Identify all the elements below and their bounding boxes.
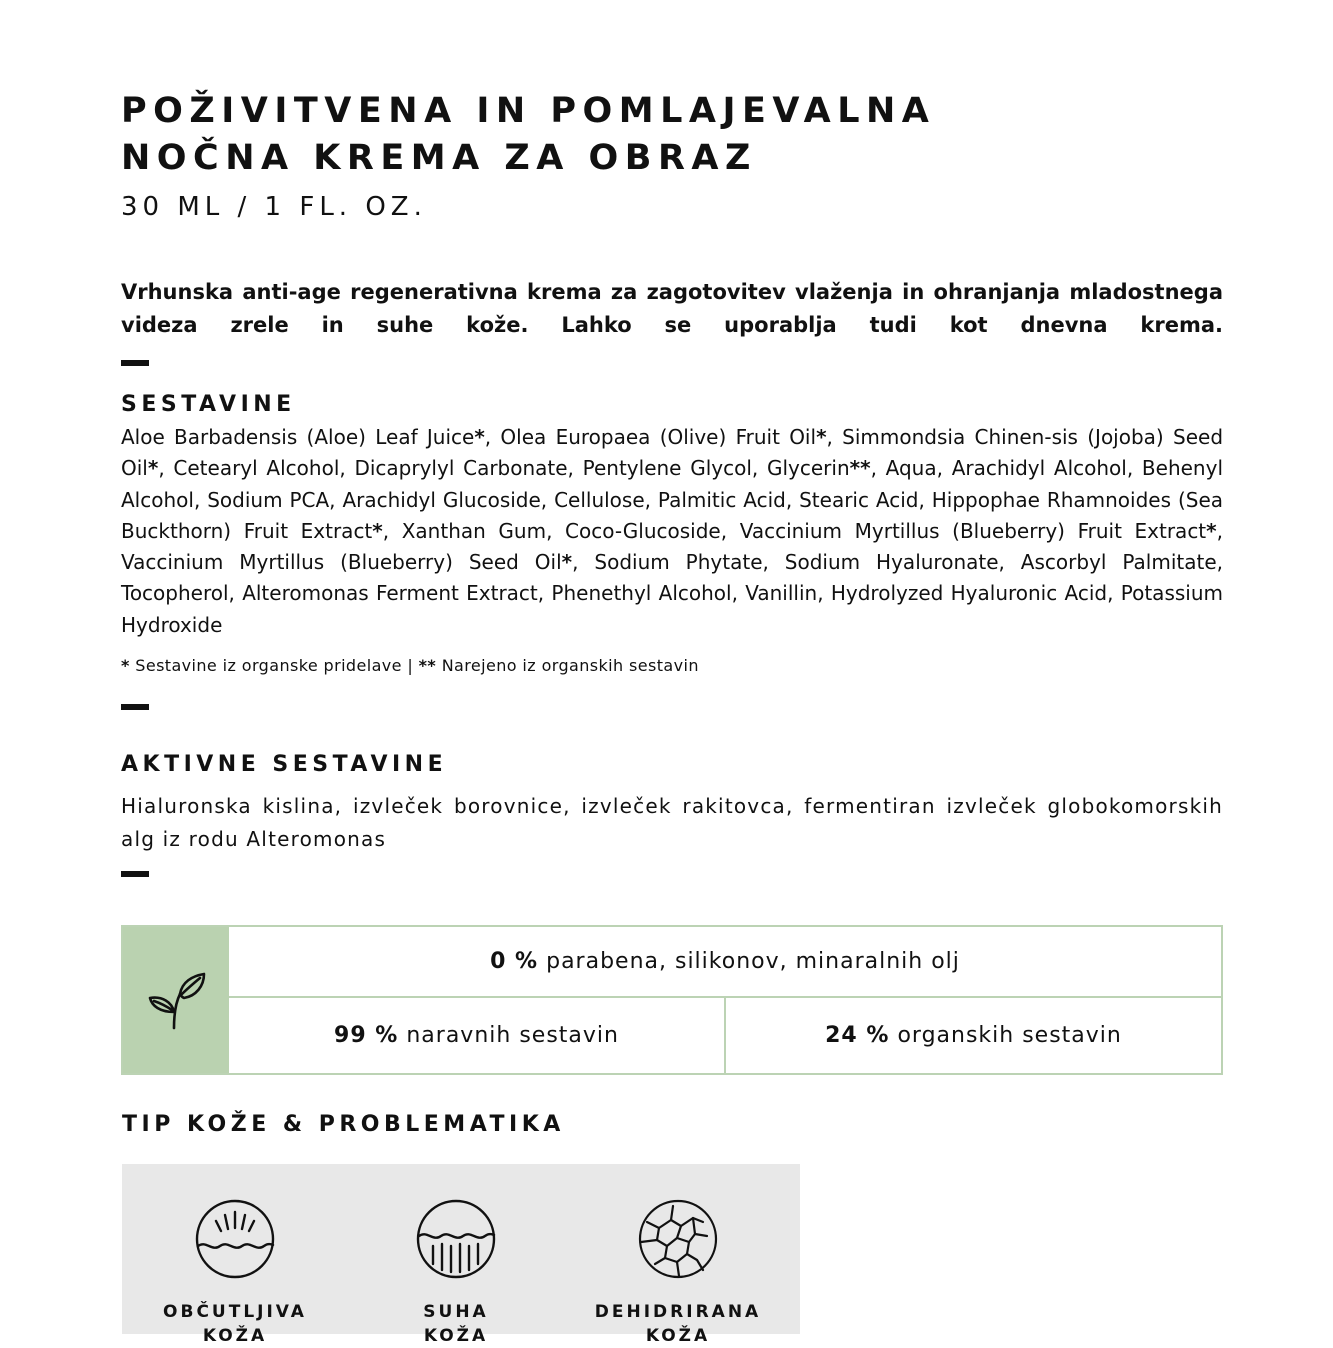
product-intro: Vrhunska anti-age regenerativna krema za zagotovitev vlaženja in ohranjanja mladostnega videza zrele in suhe kože. Lahko se uporablja tudi kot dnevna krema. xyxy=(121,280,1223,337)
product-volume: 30 ML / 1 FL. OZ. xyxy=(121,192,427,222)
leaf-sprout-icon xyxy=(144,968,208,1032)
natural-percent: 99 % xyxy=(334,1023,399,1048)
sensitive-skin-icon xyxy=(194,1198,276,1280)
natural-text: naravnih sestavin xyxy=(398,1023,619,1048)
stats-cells xyxy=(229,927,1221,1073)
skin-type-item xyxy=(578,1198,778,1348)
product-title-line1: POŽIVITVENA IN POMLAJEVALNA xyxy=(121,91,936,131)
active-ingredients-heading: AKTIVNE SESTAVINE xyxy=(121,752,448,778)
footnote-mark: * xyxy=(121,656,130,676)
ingredient-text: , Sodium Phytate, Sodium Hyaluronate, Ascorbyl Palmitate, Tocopherol, Alteromonas Ferment Extract, Phenethyl Alcohol, Vanillin, Hydrolyzed Hyaluronic Acid, Potassium Hydroxide xyxy=(121,550,1224,637)
ingredient-stats-box xyxy=(121,925,1223,1075)
ingredient-organic-mark: ** xyxy=(849,456,871,481)
skin-type-label xyxy=(135,1300,335,1348)
ingredient-organic-mark: * xyxy=(561,550,573,575)
free-from-text: parabena, silikonov, minaralnih olj xyxy=(538,949,960,974)
organic-percent: 24 % xyxy=(825,1023,890,1048)
ingredient-text: Aloe Barbadensis (Aloe) Leaf Juice xyxy=(121,425,475,449)
ingredient-text: , Vaccinium Myrtillus (Blueberry) Seed Oil xyxy=(121,518,1223,575)
organic-text: organskih sestavin xyxy=(889,1023,1122,1048)
skin-type-label-line1: OBČUTLJIVA xyxy=(163,1302,307,1322)
skin-type-label-line1: SUHA xyxy=(423,1302,489,1322)
stats-free-from xyxy=(229,927,1221,998)
ingredient-organic-mark: * xyxy=(147,456,159,481)
free-from-percent: 0 % xyxy=(490,949,539,974)
section-divider xyxy=(121,871,149,877)
skin-type-label-line1: DEHIDRIRANA xyxy=(594,1302,762,1322)
ingredient-organic-mark: * xyxy=(816,425,827,449)
ingredient-organic-mark: * xyxy=(372,518,383,543)
ingredient-organic-mark: * xyxy=(474,425,485,449)
skin-type-label xyxy=(578,1300,778,1348)
footnote-text: Sestavine iz organske pridelave | xyxy=(129,656,419,676)
product-sheet xyxy=(121,88,1223,877)
stats-organic xyxy=(726,998,1221,1073)
ingredient-text: , Xanthan Gum, Coco-Glucoside, Vaccinium Myrtillus (Blueberry) Fruit Extract xyxy=(382,518,1207,543)
ingredient-text: , Cetearyl Alcohol, Dicaprylyl Carbonate, Pentylene Glycol, Glycerin xyxy=(158,456,850,481)
ingredient-text: , Aqua, Arachidyl Alcohol, Behenyl Alcohol, Sodium PCA, Arachidyl Glucoside, Cellulose, Palmitic Acid, Stearic Acid, Hippophae Rhamnoides (Sea Buckthorn) Fruit Extract xyxy=(121,456,1224,543)
ingredients-footnote xyxy=(121,655,1223,677)
product-title-line2: NOČNA KREMA ZA OBRAZ xyxy=(121,138,757,178)
skin-type-heading: TIP KOŽE & PROBLEMATIKA xyxy=(122,1112,565,1137)
skin-type-item xyxy=(356,1198,556,1348)
skin-type-label-line2: KOŽA xyxy=(645,1326,711,1346)
skin-type-panel xyxy=(122,1164,800,1346)
ingredient-organic-mark: * xyxy=(1206,518,1217,543)
product-title xyxy=(121,88,1223,182)
skin-type-item xyxy=(135,1198,335,1348)
footnote-text: Narejeno iz organskih sestavin xyxy=(436,656,699,676)
section-divider xyxy=(121,704,149,710)
skin-type-label-line2: KOŽA xyxy=(423,1326,489,1346)
ingredient-text: , Simmondsia Chinen-sis (Jojoba) Seed Oil xyxy=(121,425,1224,481)
stats-icon-cell xyxy=(123,927,229,1073)
stats-natural xyxy=(229,998,726,1073)
dehydrated-skin-icon xyxy=(637,1198,719,1280)
active-ingredients-text: Hialuronska kislina, izvleček borovnice, izvleček rakitovca, fermentiran izvleček globokomorskih alg iz rodu Alteromonas xyxy=(121,794,1223,852)
ingredients-heading: SESTAVINE xyxy=(121,392,296,417)
ingredient-text: , Olea Europaea (Olive) Fruit Oil xyxy=(484,425,817,449)
footnote-mark: ** xyxy=(418,656,437,676)
dry-skin-icon xyxy=(415,1198,497,1280)
stats-bottom-row xyxy=(229,998,1221,1073)
skin-type-label xyxy=(356,1300,556,1348)
ingredients-list xyxy=(121,422,1223,641)
section-divider xyxy=(121,360,149,366)
skin-type-label-line2: KOŽA xyxy=(202,1326,268,1346)
